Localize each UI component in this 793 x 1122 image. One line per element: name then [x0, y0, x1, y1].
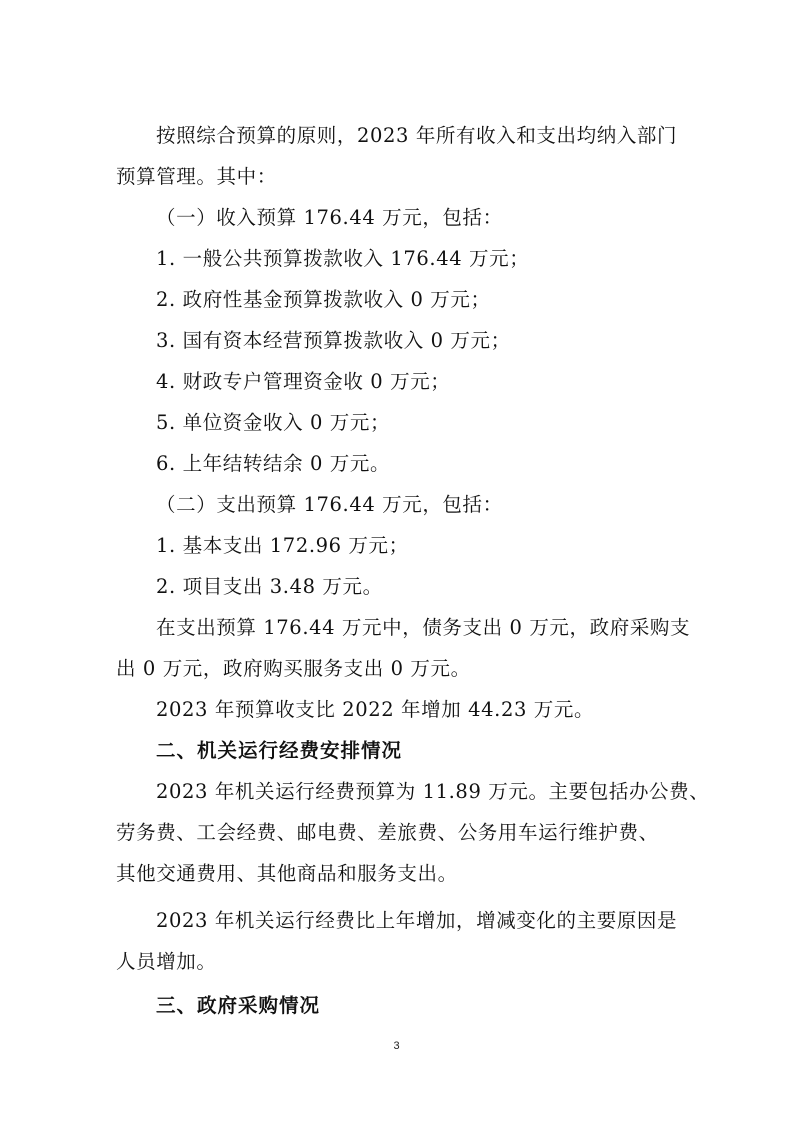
- paragraph-budget-principle-line-1: 按照综合预算的原则，2023 年所有收入和支出均纳入部门: [156, 124, 678, 147]
- income-item-1: 1. 一般公共预算拨款收入 176.44 万元；: [156, 247, 530, 270]
- income-item-3: 3. 国有资本经营预算拨款收入 0 万元；: [156, 329, 511, 352]
- expense-item-1: 1. 基本支出 172.96 万元；: [156, 534, 409, 557]
- income-item-4: 4. 财政专户管理资金收 0 万元；: [156, 370, 451, 393]
- year-comparison: 2023 年预算收支比 2022 年增加 44.23 万元。: [156, 698, 595, 721]
- section-heading-government-procurement: 三、政府采购情况: [156, 994, 321, 1017]
- operating-expenses-line-3: 其他交通费用、其他商品和服务支出。: [116, 862, 458, 885]
- paragraph-budget-principle-line-2: 预算管理。其中：: [116, 165, 277, 188]
- section-heading-operating-expenses: 二、机关运行经费安排情况: [156, 739, 403, 762]
- page-number: 3: [393, 1040, 400, 1052]
- operating-expenses-line-2: 劳务费、工会经费、邮电费、差旅费、公务用车运行维护费、: [116, 821, 659, 844]
- income-item-5: 5. 单位资金收入 0 万元；: [156, 411, 391, 434]
- operating-change-line-2: 人员增加。: [116, 950, 217, 973]
- expense-detail-line-1: 在支出预算 176.44 万元中，债务支出 0 万元，政府采购支: [156, 616, 691, 639]
- income-item-2: 2. 政府性基金预算拨款收入 0 万元；: [156, 288, 491, 311]
- expense-item-2: 2. 项目支出 3.48 万元。: [156, 575, 383, 598]
- operating-change-line-1: 2023 年机关运行经费比上年增加，增减变化的主要原因是: [156, 909, 678, 932]
- income-budget-heading: （一）收入预算 176.44 万元，包括：: [156, 206, 503, 229]
- income-item-6: 6. 上年结转结余 0 万元。: [156, 452, 391, 475]
- expense-budget-heading: （二）支出预算 176.44 万元，包括：: [156, 493, 503, 516]
- expense-detail-line-2: 出 0 万元，政府购买服务支出 0 万元。: [116, 657, 471, 680]
- operating-expenses-line-1: 2023 年机关运行经费预算为 11.89 万元。主要包括办公费、: [156, 780, 710, 803]
